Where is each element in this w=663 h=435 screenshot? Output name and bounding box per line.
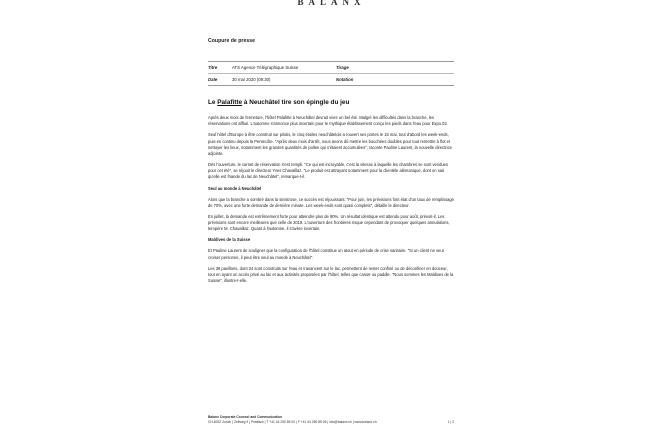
meta-row-date xyxy=(208,73,454,85)
meta-title-label: Titre xyxy=(208,65,218,70)
meta-notation-label: Notation xyxy=(336,77,354,82)
paragraph-3: Dès l'ouverture, le carnet de réservation s'est rempli. "Ce qui est incroyable, c'est la vitesse à laquelle les chambres se sont vendues pour cet été", se réjouit le directeur Yves Chavaillaz. "Le produit est attrayant notamment pour la clientèle alémanique, dont on sait qu'elle est friande du lac de Neuchâtel", remarque-t-il. xyxy=(208,162,448,180)
article-title xyxy=(208,99,458,106)
meta-title-value: ATS Agence Télégraphique Suisse xyxy=(232,65,299,70)
footer-bottom xyxy=(208,420,454,425)
document-type: Coupure de presse xyxy=(208,38,255,44)
paragraph-2: Seul hôtel d'Europe à être construit sur pilotis, le cinq étoiles neuchâtelois a rouvert ses portes le 15 mai, tout d'abord les week-ends, puis en continu depuis la Pentecôte. "Après deux mois d'arrêt, nous avons dû mettre les bouchées doubles pour tout remettre à flot et nettoyer les lieux, notamment les grandes quantités de pollen qui s'étaient accumulées", raconte Pauline Laurent, la nouvelle directrice adjointe. xyxy=(208,132,452,156)
article-body xyxy=(208,115,454,289)
company-logo: BALANX xyxy=(297,0,366,7)
footer-company: Balanx Corporate Counsel and Communication xyxy=(208,415,283,419)
metadata-table xyxy=(208,61,454,86)
paragraph-1: Après deux mois de fermeture, l'hôtel Palafitte à Neuchâtel devrait vivre un bel été. Malgré les difficultés dans la branche, les réservations ont afflué. L'automne s'annonce plus incertain pour le mythique établissement conçu les pieds dans l'eau pour Expo.02. xyxy=(208,115,448,127)
paragraph-4: Alors que la branche a sombré dans la sinistrose, ce succès est réjouissant. "Pour juin, les prévisions font état d'un taux de remplissage de 70%, avec une forte demande de dernière minute. Les week-ends sont quasi complets", détaille le directeur. xyxy=(208,196,454,208)
subheading-1: Seul au monde à Neuchâtel xyxy=(208,185,262,191)
article-title-suffix: à Neuchâtel tire son épingle du jeu xyxy=(242,99,350,106)
page-footer xyxy=(208,415,454,425)
meta-row-title xyxy=(208,62,454,73)
paragraph-5: En juillet, la demande est extrêmement forte pour atteindre plus de 90%. Un résultat identique est attendu pour août, prévoit-il. Les prévisions sont encore meilleures que celle de 2019. L'ouverture des frontières risque cependant de provoquer quelques annulations, tempère M. Chavaillaz. Quant à l'automne, il s'avère incertain. xyxy=(208,213,450,232)
article-title-prefix: Le xyxy=(208,99,218,106)
meta-date-value: 30 mai 2020 (09:30) xyxy=(232,77,271,82)
article-title-highlight: Palafitte xyxy=(217,99,243,106)
subheading-2: Maldives de la Suisse xyxy=(208,237,251,243)
page-number: 1 | 2 xyxy=(447,420,454,424)
meta-tirage-label: Tirage xyxy=(336,65,349,70)
paragraph-6: Et Pauline Laurent de souligner que la configuration de l'hôtel constitue un atout en période de crise sanitaire. "Si un client ne veut croiser personne, il peut être seul au monde à Neuchâtel". xyxy=(208,248,444,260)
paragraph-7: Les 38 pavillons, dont 24 sont construits sur l'eau et s'avancent sur le lac, permettent de rester confiné ou de déconfiner en douceur, tout en ayant un accès privé au lac et aux activités proposées par l'hôtel, telles que canoë ou paddle. "Nous sommes les Maldives de la Suisse", illustre-t-elle. xyxy=(208,265,454,284)
footer-address: CH-8032 Zurich | Zeltweg 9 | Postfach | T +41 44 250 85 00 | F +41 44 250 85 06 | info@balanx.ch | www.balanx.ch xyxy=(208,420,377,424)
meta-date-label: Date xyxy=(208,77,218,82)
